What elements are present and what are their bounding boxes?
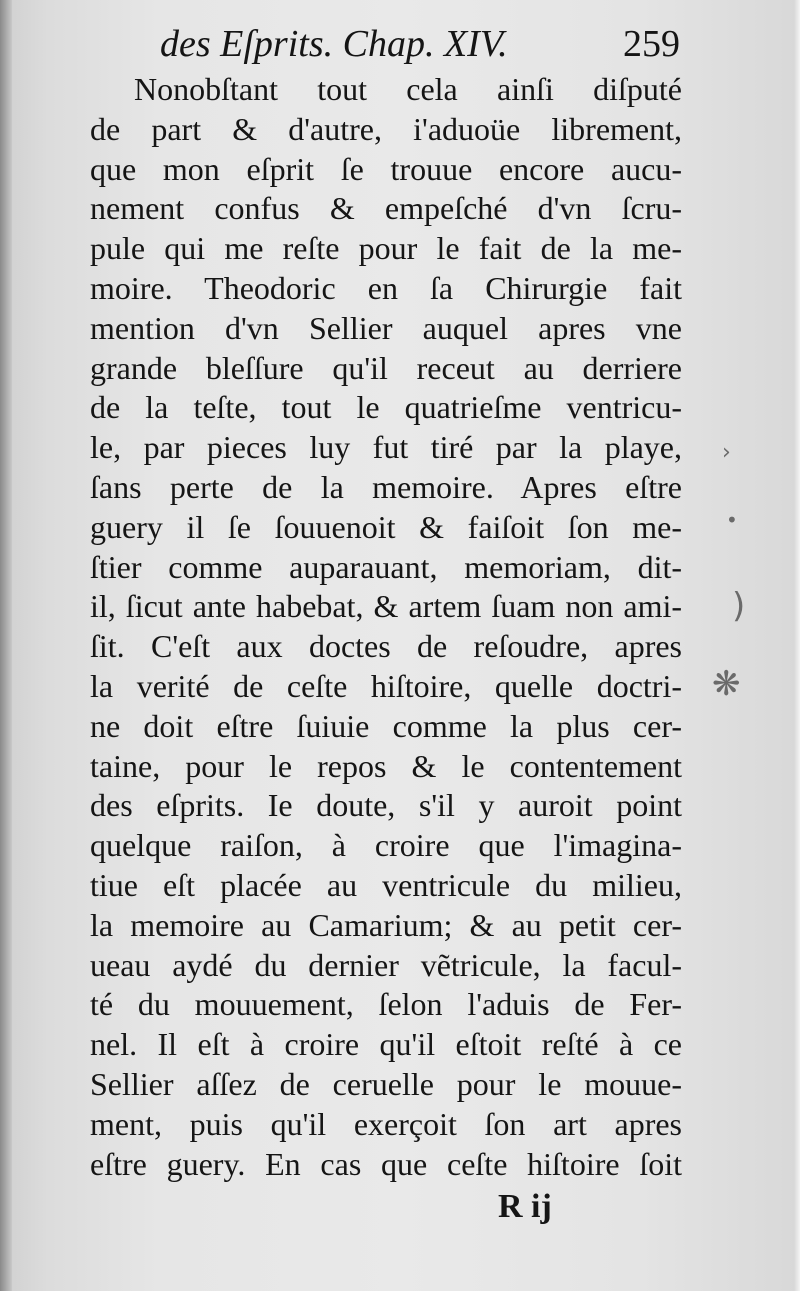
page-number: 259 (623, 23, 680, 65)
bleed-through-mark: • (726, 508, 738, 532)
text-line: ne doit eſtre ſuiuie comme la plus cer- (90, 707, 682, 744)
text-line: pule qui me reſte pour le fait de la me- (90, 230, 682, 267)
text-line: ueau aydé du dernier vẽtricule, la facul- (90, 946, 682, 983)
page-gutter-shadow (0, 0, 12, 1291)
running-head (160, 22, 680, 66)
bleed-through-star-mark: ❋ (712, 664, 741, 704)
text-line: Nonobſtant tout cela ainſi diſputé (134, 71, 682, 107)
text-line: la memoire au Camarium; & au petit cer- (90, 906, 682, 943)
text-line: mention d'vn Sellier auquel apres vne (90, 309, 682, 346)
page-right-edge (794, 0, 800, 1291)
text-line: que mon eſprit ſe trouue encore aucu- (90, 150, 682, 187)
text-line: guery il ſe ſouuenoit & faiſoit ſon me- (90, 508, 682, 545)
body-text (90, 70, 682, 1184)
bleed-through-mark: › (722, 440, 731, 465)
text-line: il, ſicut ante habebat, & artem ſuam non ami- (90, 588, 682, 625)
text-line: ſit. C'eſt aux doctes de reſoudre, apres (90, 628, 682, 665)
text-line: de la teſte, tout le quatrieſme ventricu- (90, 389, 682, 426)
signature-mark: R ij (498, 1188, 552, 1225)
text-line: de part & d'autre, i'aduoüe librement, (90, 110, 682, 147)
text-line: quelque raiſon, à croire que l'imagina- (90, 827, 682, 864)
text-line: ſans perte de la memoire. Apres eſtre (90, 468, 682, 505)
bleed-through-mark: ) (732, 586, 746, 626)
running-head-title: des Eſprits. Chap. XIV. (160, 23, 508, 65)
text-line: tiue eſt placée au ventricule du milieu, (90, 866, 682, 903)
text-line: la verité de ceſte hiſtoire, quelle doctri- (90, 667, 682, 704)
text-line: grande bleſſure qu'il receut au derriere (90, 349, 682, 386)
text-line: le, par pieces luy fut tiré par la playe, (90, 429, 682, 466)
text-line: taine, pour le repos & le contentement (90, 747, 682, 784)
text-line: moire. Theodoric en ſa Chirurgie fait (90, 269, 682, 306)
text-line: nel. Il eſt à croire qu'il eſtoit reſté à ce (90, 1026, 682, 1063)
text-line: ſtier comme auparauant, memoriam, dit- (90, 548, 682, 585)
text-line: eſtre guery. En cas que ceſte hiſtoire ſoit (90, 1145, 682, 1182)
text-line: nement confus & empeſché d'vn ſcru- (90, 190, 682, 227)
text-line: Sellier aſſez de ceruelle pour le mouue- (90, 1065, 682, 1102)
text-line: té du mouuement, ſelon l'aduis de Fer- (90, 986, 682, 1023)
text-line: des eſprits. Ie doute, s'il y auroit point (90, 787, 682, 824)
text-line: ment, puis qu'il exerçoit ſon art apres (90, 1105, 682, 1142)
